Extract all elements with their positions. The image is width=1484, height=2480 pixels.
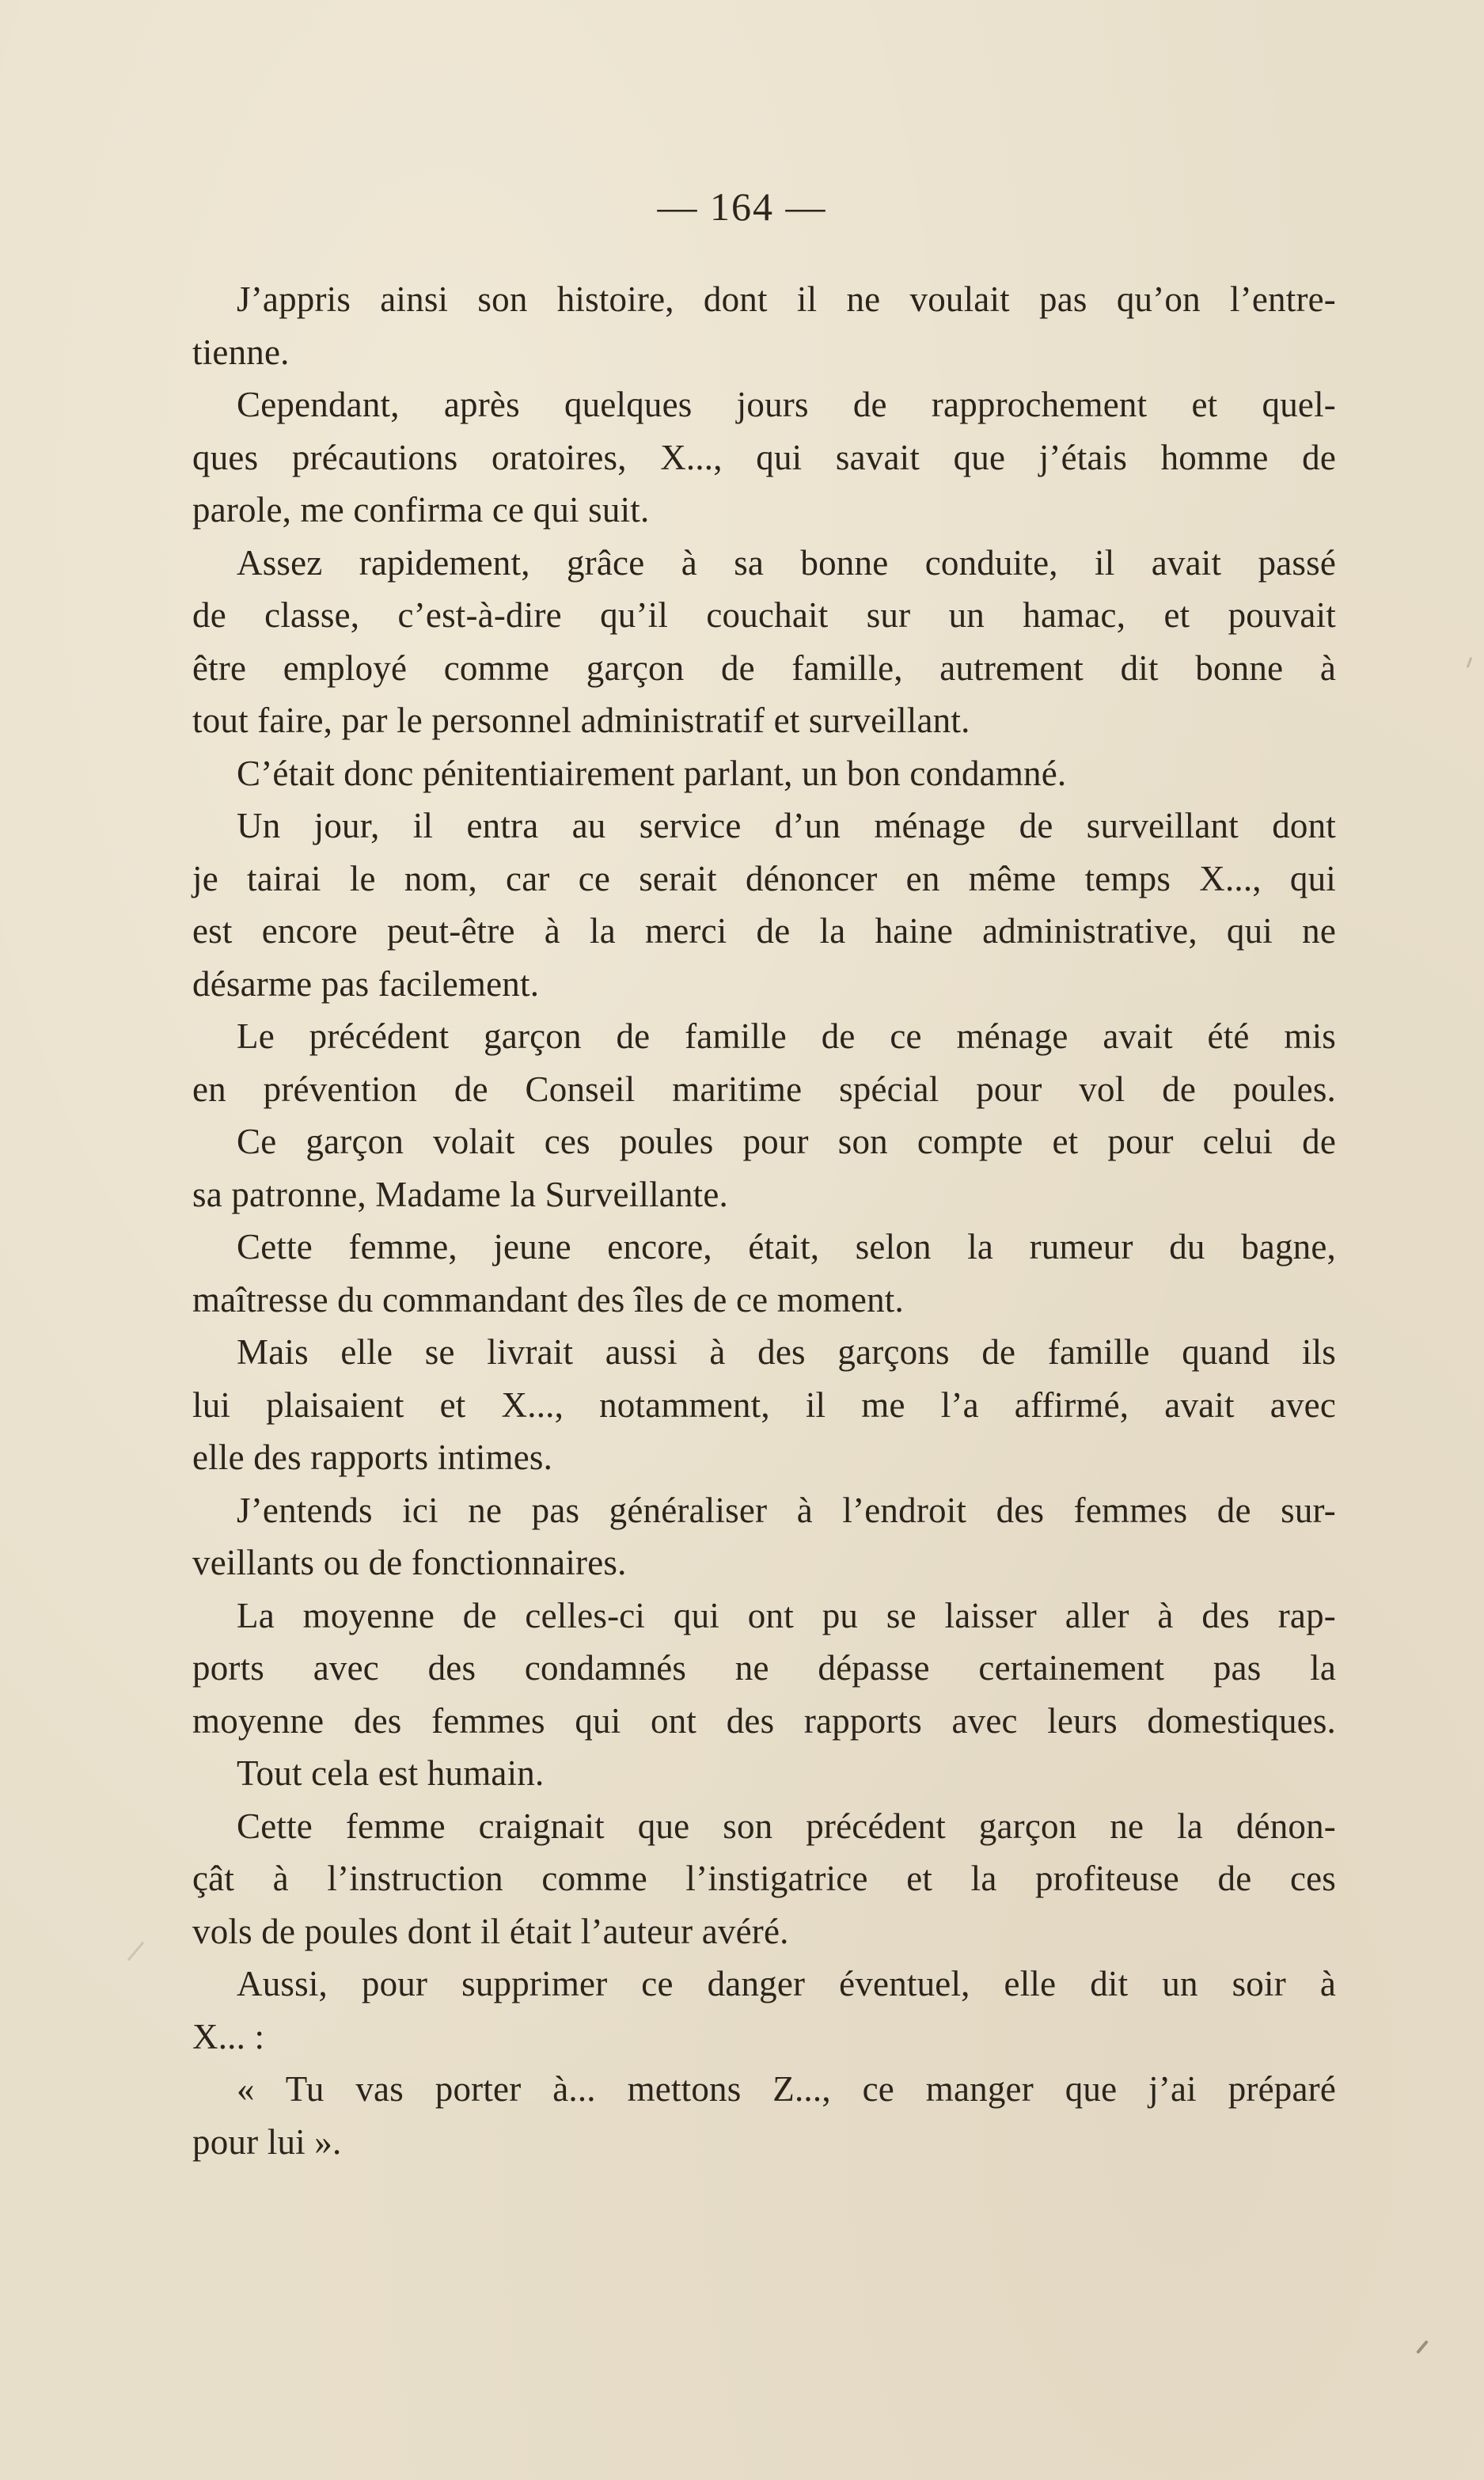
text-line: C’était donc pénitentiairement parlant, un bon condamné. (237, 753, 1067, 793)
text-line: ports avec des condamnés ne dépasse certainement pas la (192, 1648, 1336, 1688)
paragraph (192, 747, 1336, 800)
text-line: est encore peut-être à la merci de la haine administrative, qui ne (192, 911, 1336, 951)
text-line: désarme pas facilement. (192, 963, 540, 1004)
text-line: J’entends ici ne pas généraliser à l’endroit des femmes de sur- (237, 1490, 1336, 1530)
text-line: Tout cela est humain. (237, 1753, 545, 1793)
page-number: — 164 — (657, 184, 827, 229)
text-line: Cependant, après quelques jours de rapprochement et quel- (237, 385, 1336, 424)
paragraph (192, 1589, 1336, 1748)
text-line: Assez rapidement, grâce à sa bonne conduite, il avait passé (237, 542, 1336, 583)
text-line: La moyenne de celles-ci qui ont pu se laisser aller à des rap- (237, 1595, 1336, 1635)
paragraph (192, 2063, 1336, 2168)
text-line: X... : (192, 2016, 265, 2057)
paragraph (192, 1010, 1336, 1115)
body-text (192, 273, 1336, 2168)
text-line: Le précédent garçon de famille de ce ménage avait été mis (237, 1016, 1336, 1056)
text-line: Cette femme craignait que son précédent garçon ne la dénon- (237, 1806, 1336, 1846)
paragraph (192, 1484, 1336, 1589)
text-line: moyenne des femmes qui ont des rapports avec leurs domestiques. (192, 1700, 1336, 1741)
scan-speck (1416, 2340, 1429, 2354)
text-line: ques précautions oratoires, X..., qui savait que j’étais homme de (192, 437, 1336, 477)
text-line: sa patronne, Madame la Surveillante. (192, 1174, 728, 1214)
paragraph (192, 1958, 1336, 2063)
text-line: « Tu vas porter à... mettons Z..., ce manger que j’ai préparé (237, 2069, 1336, 2109)
text-line: çât à l’instruction comme l’instigatrice et la profiteuse de ces (192, 1859, 1336, 1898)
text-line: vols de poules dont il était l’auteur avéré. (192, 1911, 789, 1951)
text-line: en prévention de Conseil maritime spécial pour vol de poules. (192, 1069, 1336, 1109)
text-line: Un jour, il entra au service d’un ménage de surveillant dont (237, 806, 1336, 845)
text-line: J’appris ainsi son histoire, dont il ne voulait pas qu’on l’entre- (237, 279, 1336, 319)
text-line: tout faire, par le personnel administratif et surveillant. (192, 701, 970, 740)
text-line: pour lui ». (192, 2121, 342, 2162)
paragraph (192, 1221, 1336, 1326)
text-line: de classe, c’est-à-dire qu’il couchait sur un hamac, et pouvait (192, 595, 1336, 635)
text-line: veillants ou de fonctionnaires. (192, 1543, 627, 1582)
text-line: tienne. (192, 332, 290, 372)
paragraph (192, 378, 1336, 537)
text-line: Ce garçon volait ces poules pour son compte et pour celui de (237, 1122, 1336, 1161)
paragraph (192, 1800, 1336, 1958)
text-line: Mais elle se livrait aussi à des garçons de famille quand ils (237, 1332, 1336, 1372)
scan-speck (1467, 657, 1473, 668)
text-line: maîtresse du commandant des îles de ce moment. (192, 1279, 904, 1320)
paragraph (192, 1326, 1336, 1484)
text-line: Cette femme, jeune encore, était, selon la rumeur du bagne, (237, 1227, 1336, 1267)
paragraph (192, 273, 1336, 378)
paragraph (192, 799, 1336, 1010)
text-line: Aussi, pour supprimer ce danger éventuel, elle dit un soir à (237, 1964, 1336, 2003)
paragraph (192, 537, 1336, 747)
paragraph (192, 1115, 1336, 1221)
text-line: lui plaisaient et X..., notamment, il me l’a affirmé, avait avec (192, 1384, 1336, 1425)
text-line: parole, me confirma ce qui suit. (192, 490, 650, 530)
text-line: être employé comme garçon de famille, autrement dit bonne à (192, 648, 1336, 688)
text-line: je tairai le nom, car ce serait dénoncer en même temps X..., qui (192, 858, 1336, 898)
paragraph (192, 1747, 1336, 1800)
text-line: elle des rapports intimes. (192, 1437, 553, 1477)
scan-speck (127, 1942, 145, 1962)
